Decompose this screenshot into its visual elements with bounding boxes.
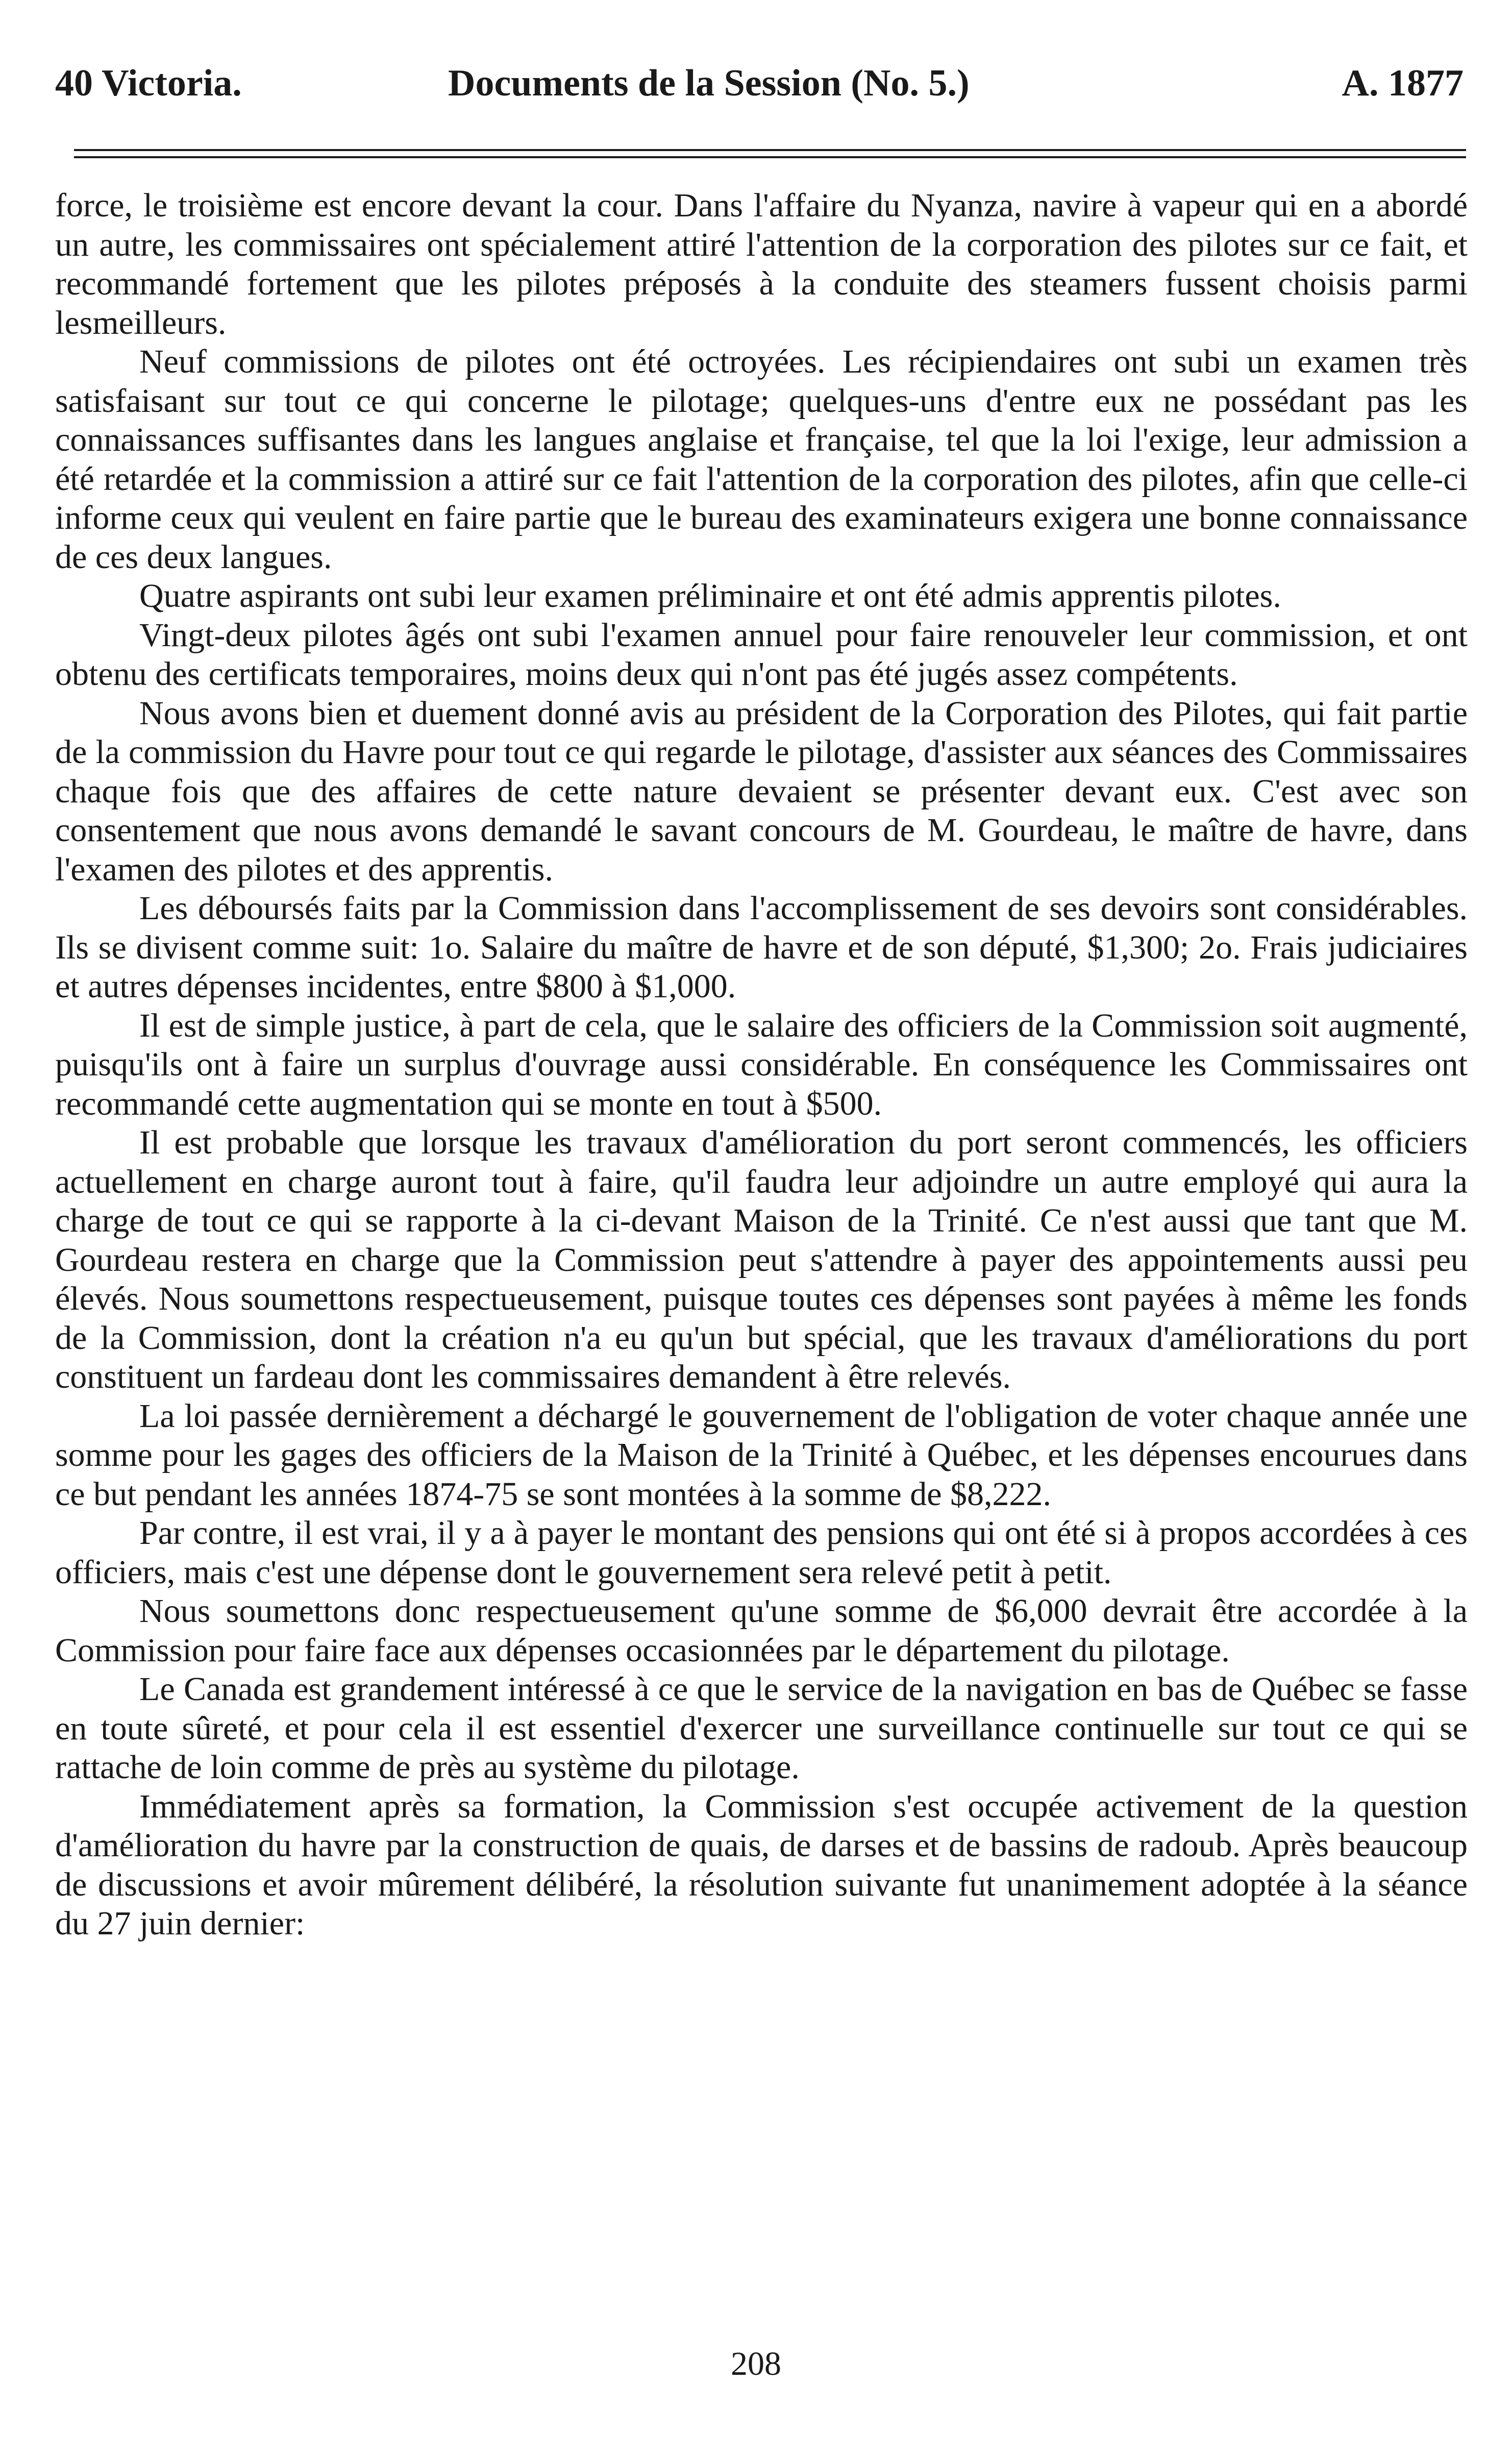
paragraph: La loi passée dernièrement a déchargé le gouvernement de l'obligation de voter chaque année une somme pour les gages des officiers de la Maison de la Trinité à Québec, et les dépenses encourues dans ce but pendant les années 1874-75 se sont montées à la somme de $8,222. (55, 1397, 1468, 1513)
paragraph: Vingt-deux pilotes âgés ont subi l'examen annuel pour faire renouveler leur commission, et ont obtenu des certificats temporaires, moins deux qui n'ont pas été jugés assez compétents. (55, 616, 1468, 693)
page-number: 208 (731, 2345, 781, 2382)
paragraph: Nous avons bien et duement donné avis au président de la Corporation des Pilotes, qui fait partie de la commission du Havre pour tout ce qui regarde le pilotage, d'assister aux séances des Commissaires chaque fois que des affaires de cette nature devaient se présenter devant eux. C'est avec son consentement que nous avons demandé le savant concours de M. Gourdeau, le maître de havre, dans l'examen des pilotes et des apprentis. (55, 694, 1468, 888)
header-year: A. 1877 (1342, 62, 1464, 104)
paragraph: force, le troisième est encore devant la cour. Dans l'affaire du Nyanza, navire à vapeur qui en a abordé un autre, les commissaires ont spécialement attiré l'attention de la corporation des pilotes sur ce fait, et recommandé fortement que les pilotes préposés à la conduite des steamers fussent choisis parmi lesmeilleurs. (55, 187, 1468, 341)
paragraph: Nous soumettons donc respectueusement qu'une somme de $6,000 devrait être accordée à la Commission pour faire face aux dépenses occasionnées par le département du pilotage. (55, 1592, 1468, 1669)
paragraph: Par contre, il est vrai, il y a à payer le montant des pensions qui ont été si à propos accordées à ces officiers, mais c'est une dépense dont le gouvernement sera relevé petit à petit. (55, 1514, 1468, 1591)
paragraph: Immédiatement après sa formation, la Commission s'est occupée activement de la question d'amélioration du havre par la construction de quais, de darses et de bassins de radoub. Après beaucoup de discussions et avoir mûrement délibéré, la résolution suivante fut unanimement adoptée à la séance du 27 juin dernier: (55, 1787, 1468, 1942)
paragraph: Il est probable que lorsque les travaux d'amélioration du port seront commencés, les officiers actuellement en charge auront tout à faire, qu'il faudra leur adjoindre un autre employé qui aura la charge de tout ce qui se rapporte à la ci-devant Maison de la Trinité. Ce n'est aussi que tant que M. Gourdeau restera en charge que la Commission peut s'attendre à payer des appointements aussi peu élevés. Nous soumettons respectueusement, puisque toutes ces dépenses sont payées à même les fonds de la Commission, dont la création n'a eu qu'un but spécial, que les travaux d'améliorations du port constituent un fardeau dont les commissaires demandent à être relevés. (55, 1124, 1468, 1395)
header-rule-top (74, 149, 1466, 151)
header-title: Documents de la Session (No. 5.) (448, 62, 970, 104)
running-header (55, 55, 1464, 111)
paragraph: Neuf commissions de pilotes ont été octroyées. Les récipiendaires ont subi un examen très satisfaisant sur tout ce qui concerne le pilotage; quelques-uns d'entre eux ne possédant pas les connaissances suffisantes dans les langues anglaise et française, tel que la loi l'exige, leur admission a été retardée et la commission a attiré sur ce fait l'attention de la corporation des pilotes, afin que celle-ci informe ceux qui veulent en faire partie que le bureau des examinateurs exigera une bonne connaissance de ces deux langues. (55, 343, 1468, 576)
paragraph: Quatre aspirants ont subi leur examen préliminaire et ont été admis apprentis pilotes. (139, 577, 1281, 614)
header-rule-bottom (74, 156, 1466, 158)
paragraph: Il est de simple justice, à part de cela, que le salaire des officiers de la Commission soit augmenté, puisqu'ils ont à faire un surplus d'ouvrage aussi considérable. En conséquence les Commissaires ont recommandé cette augmentation qui se monte en tout à $500. (55, 1006, 1468, 1122)
body-text (55, 186, 1468, 1944)
paragraph: Le Canada est grandement intéressé à ce que le service de la navigation en bas de Québec se fasse en toute sûreté, et pour cela il est essentiel d'exercer une surveillance continuelle sur tout ce qui se rattache de loin comme de près au système du pilotage. (55, 1670, 1468, 1786)
header-volume: 40 Victoria. (55, 62, 242, 104)
paragraph: Les déboursés faits par la Commission dans l'accomplissement de ses devoirs sont considérables. Ils se divisent comme suit: 1o. Salaire du maître de havre et de son député, $1,300; 2o. Frais judiciaires et autres dépenses incidentes, entre $800 à $1,000. (55, 890, 1468, 1005)
